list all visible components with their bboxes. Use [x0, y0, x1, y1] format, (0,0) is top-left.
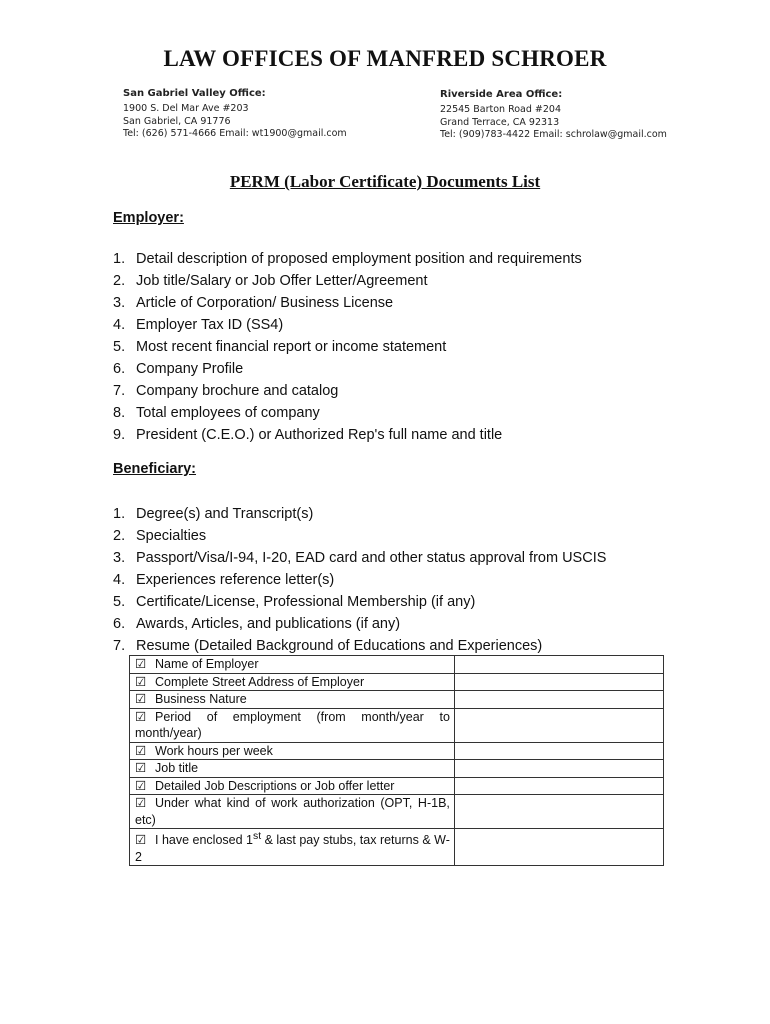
checklist-item-text: Detailed Job Descriptions or Job offer letter [155, 778, 395, 793]
checklist-item [130, 691, 455, 709]
table-row [130, 673, 664, 691]
checklist-blank-cell [454, 691, 663, 709]
checklist-item [130, 742, 455, 760]
table-row [130, 691, 664, 709]
checklist-item [130, 656, 455, 674]
list-item-text: Degree(s) and Transcript(s) [136, 506, 314, 522]
checklist-item-text: Under what kind of work authorization (OPT, H-1B, etc) [135, 796, 450, 827]
checklist-item-text-after: & last pay stubs, tax returns & W-2 [135, 833, 450, 864]
office-city-line: San Gabriel, CA 91776 [123, 115, 231, 127]
office-city-line: Grand Terrace, CA 92313 [440, 116, 560, 128]
checklist-blank-cell [454, 760, 663, 778]
table-row [130, 708, 664, 742]
checkbox-checked-icon: ☑ [135, 761, 147, 775]
list-item: 1. Detail description of proposed employment position and requirements [113, 251, 582, 267]
employer-list [113, 248, 582, 446]
checklist-item-text: Period of employment (from month/year to month/year) [135, 709, 450, 740]
checklist-item [130, 829, 455, 866]
list-item-text: Specialties [136, 528, 207, 544]
list-item-text: Experiences reference letter(s) [136, 572, 335, 588]
list-item-text: President (C.E.O.) or Authorized Rep's full name and title [136, 427, 503, 443]
checklist-blank-cell [454, 829, 663, 866]
checklist-item-text: Business Nature [155, 692, 247, 706]
table-row [130, 742, 664, 760]
checkbox-checked-icon: ☑ [135, 796, 147, 810]
table-row [130, 777, 664, 795]
list-item: 6. Company Profile [113, 361, 244, 377]
checkbox-checked-icon: ☑ [135, 833, 147, 848]
table-row [130, 795, 664, 829]
list-item-text: Company brochure and catalog [136, 383, 339, 399]
list-item-text: Employer Tax ID (SS4) [136, 317, 284, 333]
checkbox-checked-icon: ☑ [135, 743, 147, 758]
list-item: 2. Job title/Salary or Job Offer Letter/Agreement [113, 273, 428, 289]
list-item: 7. Company brochure and catalog [113, 383, 339, 399]
list-item: 7. Resume (Detailed Background of Educations and Experiences) [113, 638, 543, 654]
beneficiary-heading: Beneficiary: [113, 461, 197, 477]
list-item: 5. Most recent financial report or income statement [113, 339, 447, 355]
list-item-text: Awards, Articles, and publications (if any) [136, 616, 401, 632]
checklist-blank-cell [454, 708, 663, 742]
checklist-item-text: Work hours per week [155, 743, 273, 758]
office-contact-line: Tel: (909)783-4422 Email: schrolaw@gmail.com [440, 129, 667, 140]
firm-name: LAW OFFICES OF MANFRED SCHROER [163, 46, 607, 71]
list-item: 8. Total employees of company [113, 405, 320, 421]
list-item-text: Resume (Detailed Background of Educations and Experiences) [136, 638, 543, 654]
list-item: 4. Experiences reference letter(s) [113, 572, 335, 588]
list-item-text: Certificate/License, Professional Membership (if any) [136, 594, 476, 610]
table-row [130, 829, 664, 866]
list-item: 3. Article of Corporation/ Business License [113, 295, 394, 311]
office-contact-line: Tel: (626) 571-4666 Email: wt1900@gmail.com [123, 128, 347, 139]
document-title: PERM (Labor Certificate) Documents List [229, 172, 541, 191]
list-item-text: Job title/Salary or Job Offer Letter/Agreement [136, 273, 428, 289]
checkbox-checked-icon: ☑ [135, 692, 147, 706]
checklist-blank-cell [454, 777, 663, 795]
office-san-gabriel [123, 88, 347, 141]
checkbox-checked-icon: ☑ [135, 674, 147, 689]
resume-checklist-table [129, 655, 664, 866]
list-item-text: Article of Corporation/ Business License [136, 295, 394, 311]
checklist-blank-cell [454, 795, 663, 829]
checklist-item-text: Job title [155, 761, 199, 775]
office-riverside [440, 89, 667, 142]
checkbox-checked-icon: ☑ [135, 657, 147, 671]
list-item: 5. Certificate/License, Professional Membership (if any) [113, 594, 476, 610]
list-item-text: Company Profile [136, 361, 244, 377]
checklist-blank-cell [454, 742, 663, 760]
checklist-item-text-before: I have enclosed 1 [155, 833, 253, 848]
checklist-blank-cell [454, 656, 663, 674]
employer-heading: Employer: [113, 210, 184, 226]
list-item: 6. Awards, Articles, and publications (if any) [113, 616, 401, 632]
beneficiary-list [113, 503, 606, 657]
checklist-item [130, 760, 455, 778]
office-name: Riverside Area Office: [440, 89, 563, 100]
list-item: 4. Employer Tax ID (SS4) [113, 317, 284, 333]
list-item-text: Passport/Visa/I-94, I-20, EAD card and other status approval from USCIS [136, 550, 607, 566]
checklist-item-text: Name of Employer [155, 657, 259, 671]
table-row [130, 760, 664, 778]
checklist-item [130, 673, 455, 691]
list-item-text: Total employees of company [136, 405, 320, 421]
checkbox-checked-icon: ☑ [135, 778, 147, 793]
list-item-text: Detail description of proposed employment position and requirements [136, 251, 582, 267]
list-item: 9. President (C.E.O.) or Authorized Rep's full name and title [113, 427, 503, 443]
office-name: San Gabriel Valley Office: [123, 88, 266, 99]
ordinal-superscript: st [253, 831, 262, 842]
table-row [130, 656, 664, 674]
office-address-line: 1900 S. Del Mar Ave #203 [123, 103, 249, 114]
checklist-item [130, 708, 455, 742]
list-item: 2. Specialties [113, 528, 207, 544]
list-item: 1. Degree(s) and Transcript(s) [113, 506, 314, 522]
checklist-item [130, 777, 455, 795]
checklist-item-text: Complete Street Address of Employer [155, 674, 365, 689]
office-address-line: 22545 Barton Road #204 [440, 104, 562, 115]
checklist-blank-cell [454, 673, 663, 691]
checkbox-checked-icon: ☑ [135, 709, 147, 724]
list-item-text: Most recent financial report or income statement [136, 339, 447, 355]
list-item: 3. Passport/Visa/I-94, I-20, EAD card and other status approval from USCIS [113, 550, 607, 566]
checklist-item [130, 795, 455, 829]
